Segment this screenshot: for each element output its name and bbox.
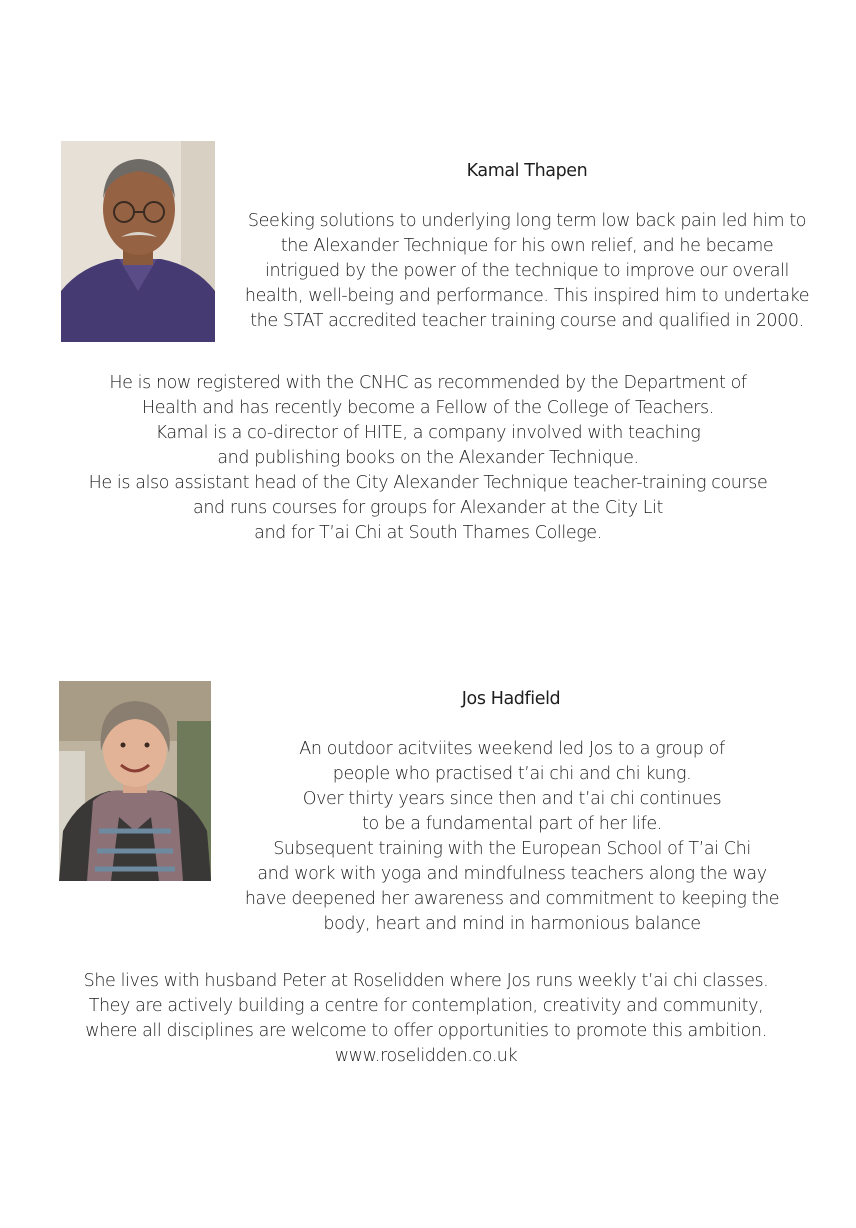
detail-line: where all disciplines are welcome to offer opportunities to promote this ambition.	[85, 1021, 767, 1041]
bio-line: the STAT accredited teacher training course and qualified in 2000.	[250, 311, 804, 331]
bio-line: the Alexander Technique for his own relief, and he became	[280, 236, 774, 256]
jos-photo	[59, 681, 211, 881]
portrait-kamal-image	[61, 141, 215, 342]
detail-line: He is now registered with the CNHC as recommended by the Department of	[109, 373, 747, 393]
kamal-bio	[227, 209, 827, 334]
kamal-name: Kamal Thapen	[466, 161, 588, 181]
bio-line: body, heart and mind in harmonious balance	[323, 914, 701, 934]
bio-line: to be a fundamental part of her life.	[362, 814, 662, 834]
detail-line: Health and has recently become a Fellow of the College of Teachers.	[142, 398, 714, 418]
detail-line: and for T’ai Chi at South Thames College.	[254, 523, 602, 543]
detail-line: They are actively building a centre for contemplation, creativity and community,	[88, 996, 764, 1016]
kamal-photo	[61, 141, 215, 342]
bio-line: Seeking solutions to underlying long term low back pain led him to	[247, 211, 807, 231]
detail-line: Kamal is a co-director of HITE, a company involved with teaching	[155, 423, 701, 443]
bio-line: Subsequent training with the European School of T’ai Chi	[273, 839, 751, 859]
bio-line: Over thirty years since then and t’ai chi continues	[302, 789, 722, 809]
detail-line: He is also assistant head of the City Alexander Technique teacher-training course	[88, 473, 768, 493]
jos-details	[56, 969, 796, 1069]
bio-line: and work with yoga and mindfulness teachers along the way	[257, 864, 767, 884]
bio-line: health, well-being and performance. This inspired him to undertake	[244, 286, 810, 306]
jos-bio	[212, 737, 812, 937]
bio-line: intrigued by the power of the technique to improve our overall	[265, 261, 789, 281]
detail-line: and runs courses for groups for Alexander at the City Lit	[193, 498, 663, 518]
website-link[interactable]: www.roselidden.co.uk	[334, 1046, 518, 1066]
bio-line: An outdoor acitviites weekend led Jos to a group of	[299, 739, 725, 759]
bio-line: people who practised t’ai chi and chi kung.	[332, 764, 692, 784]
bio-line: have deepened her awareness and commitment to keeping the	[244, 889, 780, 909]
jos-name: Jos Hadfield	[461, 689, 561, 709]
kamal-details	[78, 371, 778, 546]
portrait-jos-image	[59, 681, 211, 881]
detail-line: She lives with husband Peter at Roselidden where Jos runs weekly t’ai chi classes.	[83, 971, 769, 991]
detail-line: and publishing books on the Alexander Technique.	[217, 448, 639, 468]
